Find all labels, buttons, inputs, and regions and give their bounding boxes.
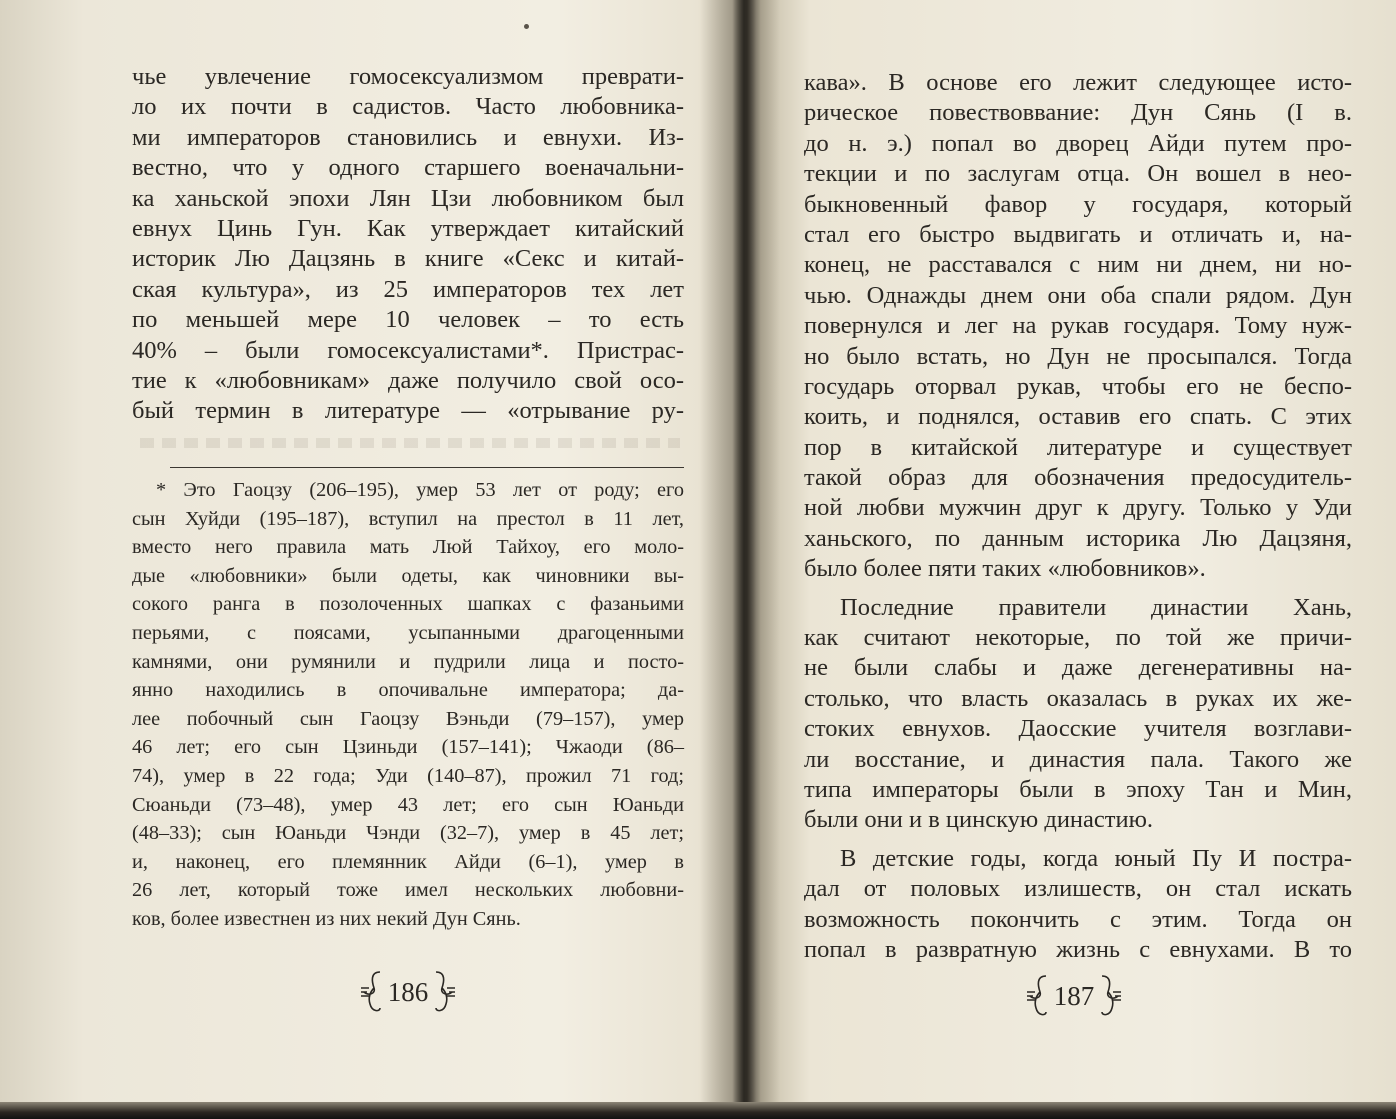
text-line: возможность покончить с этим. Тогда он: [804, 905, 1352, 933]
text-line: как считают некоторые, по той же причи-: [804, 624, 1352, 652]
text-line: ханьского, по данным историка Лю Дацзяня,: [804, 524, 1352, 552]
text-line: рическое повествоввание: Дун Сянь (I в.: [804, 99, 1352, 127]
text-line: конец, не расставался с ним ни днем, ни но-: [804, 251, 1352, 279]
footnote-line: дые «любовники» были одеты, как чиновники вы-: [132, 564, 684, 587]
text-line: были они и в цинскую династию.: [804, 806, 1154, 834]
footnote-line: сокого ранга в позолоченных шапках с фазаньими: [132, 593, 684, 616]
text-line: государь оторвал рукав, чтобы его не беспо-: [804, 372, 1352, 400]
text-line: такой образ для обозначения предосудитель-: [804, 464, 1352, 492]
footnote-line: янно находились в опочивальне императора; да-: [132, 679, 684, 702]
footnote-line: 74), умер в 22 года; Уди (140–87), прожил 71 год;: [132, 764, 684, 787]
text-line: ка ханьской эпохи Лян Цзи любовником был: [132, 184, 684, 212]
book-bottom-edge: [0, 1102, 1396, 1119]
page-number-187: 187: [1053, 980, 1095, 1011]
footnote-rule: [170, 467, 684, 468]
ornament-right-icon: [432, 968, 458, 1016]
footnote-line: вместо него правила мать Люй Тайхоу, его моло-: [132, 536, 684, 559]
footnote-line: (48–33); сын Юаньди Чэнди (32–7), умер в 45 лет;: [132, 822, 684, 845]
footnote-line: * Это Гаоцзу (206–195), умер 53 лет от роду; его: [156, 479, 684, 501]
footnote-line: лее побочный сын Гаоцзу Вэньди (79–157), умер: [132, 707, 684, 730]
footnote-line: ков, более известнен из них некий Дун Сянь.: [132, 907, 521, 930]
text-line: повернулся и лег на рукав государя. Тому нуж-: [804, 312, 1352, 340]
text-line: ми императоров становились и евнухи. Из-: [132, 123, 684, 151]
footnote-line: 26 лет, который тоже имел нескольких любовни-: [132, 879, 684, 902]
text-line: не были слабы и даже дегенеративны на-: [804, 654, 1352, 682]
text-line: дал от половых излишеств, он стал искать: [804, 875, 1352, 903]
text-line: типа императоры были в эпоху Тан и Мин,: [804, 775, 1352, 803]
footnote-line: 46 лет; его сын Цзиньди (157–141); Чжаоди (86–: [132, 736, 684, 759]
left-page-footnote: [132, 476, 684, 934]
text-line: историк Лю Дацзянь в книге «Секс и китай-: [132, 245, 684, 273]
text-line: евнух Цинь Гун. Как утверждает китайский: [132, 214, 684, 242]
ornament-left-icon: [1024, 972, 1050, 1020]
text-line: коить, и поднялся, оставив его спать. С этих: [804, 403, 1352, 431]
footnote-line: сын Хуйди (195–187), вступил на престол в 11 лет,: [132, 507, 684, 530]
text-line: вестно, что у одного старшего военачальни-: [132, 154, 684, 182]
ornament-right-icon: [1098, 972, 1124, 1020]
ink-speck: [524, 24, 529, 29]
right-page-body: [804, 68, 1352, 965]
text-line: по меньшей мере 10 человек – то есть: [132, 306, 684, 334]
text-line: столько, что власть оказалась в руках их же-: [804, 684, 1352, 712]
show-through-text: [140, 438, 680, 448]
text-line: Последние правители династии Хань,: [840, 593, 1352, 621]
text-line: быкновенный фавор у государя, который: [804, 190, 1352, 218]
text-line: текции и по заслугам отца. Он вошел в нео-: [804, 160, 1352, 188]
text-line: стал его быстро выдвигать и отличать и, на-: [804, 220, 1352, 248]
text-line: до н. э.) попал во дворец Айди путем про-: [804, 129, 1352, 157]
footnote-line: камнями, они румянили и пудрили лица и посто-: [132, 650, 684, 673]
text-line: было более пяти таких «любовников».: [804, 555, 1206, 583]
text-line: ло их почти в садистов. Часто любовника-: [132, 93, 684, 121]
footnote-line: и, наконец, его племянник Айди (6–1), умер в: [132, 850, 684, 873]
text-line: кава». В основе его лежит следующее исто-: [804, 69, 1352, 96]
paragraph-gap: [804, 585, 1352, 593]
text-line: ной любви мужчин друг к другу. Только у Уди: [804, 494, 1352, 522]
text-line: чье увлечение гомосексуализмом преврати-: [132, 63, 684, 90]
left-page-number: [348, 964, 468, 1020]
text-line: чью. Однажды днем они оба спали рядом. Дун: [804, 281, 1352, 309]
text-line: попал в развратную жизнь с евнухами. В то: [804, 935, 1352, 963]
text-line: 40% – были гомосексуалистами*. Пристрас-: [132, 336, 684, 364]
text-line: но было встать, но Дун не просыпался. Тогда: [804, 342, 1352, 370]
text-line: пор в китайской литературе и существует: [804, 433, 1352, 461]
text-line: ская культура», из 25 императоров тех лет: [132, 275, 684, 303]
page-number-186: 186: [387, 976, 429, 1007]
footnote-line: перьями, с поясами, усыпанными драгоценными: [132, 621, 684, 644]
text-line: тие к «любовникам» даже получило свой осо-: [132, 366, 684, 394]
paragraph-gap: [804, 836, 1352, 844]
text-line: бый термин в литературе — «отрывание ру-: [132, 397, 684, 425]
ornament-left-icon: [358, 968, 384, 1016]
footnote-line: Сюаньди (73–48), умер 43 лет; его сын Юаньди: [132, 793, 684, 816]
text-line: стоких евнухов. Даосские учителя возглави-: [804, 715, 1352, 743]
text-line: ли восстание, и династия пала. Такого же: [804, 745, 1352, 773]
right-page-number: [1014, 968, 1134, 1024]
text-line: В детские годы, когда юный Пу И постра-: [840, 844, 1352, 872]
book-spine: [700, 0, 780, 1108]
left-page-body: [132, 62, 684, 427]
